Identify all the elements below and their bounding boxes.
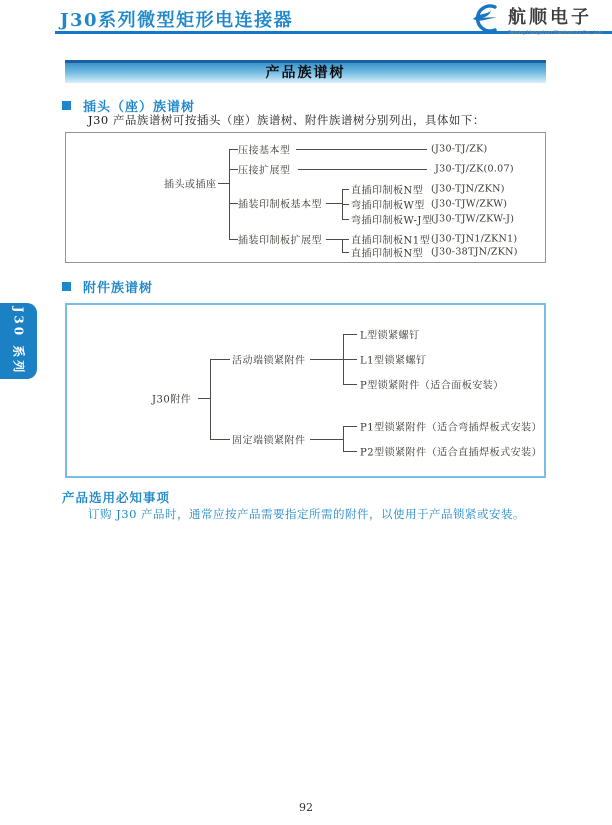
tree-model-code: (J30-TJW/ZKW-J): [431, 213, 515, 225]
tree-model-code: (J30-TJ/ZK): [431, 143, 488, 155]
tree-connector: [343, 334, 357, 335]
tree-connector: [326, 203, 342, 204]
tree-connector: [210, 359, 211, 440]
company-name-english: Taixing Hangshun Electronics Co., Ltd.: [508, 30, 604, 36]
page-number: 92: [299, 801, 313, 814]
company-logo: [466, 2, 606, 34]
section-banner: [65, 60, 546, 83]
tree-connector: [229, 203, 238, 204]
tree-connector: [343, 384, 357, 385]
tree-branch-label: 插装印制板基本型: [238, 199, 322, 211]
intro-text: J30 产品族谱树可按插头（座）族谱树、附件族谱树分别列出，具体如下：: [88, 113, 485, 127]
tree-model-code: (J30-38TJN/ZKN): [431, 246, 518, 258]
tree-connector: [343, 359, 357, 360]
tree-connector: [343, 426, 344, 452]
tree-leaf-label: L型锁紧螺钉: [360, 330, 420, 342]
tree-leaf-label: 弯插印制板W型: [351, 200, 425, 212]
accessory-family-tree-box: [65, 303, 546, 478]
tree-leaf-label: 直插印制板N型: [351, 185, 424, 197]
tree-leaf-label: P2型锁紧附件（适合直插焊板式安装）: [360, 447, 543, 459]
accessory-tree-heading-label: 附件族谱树: [83, 281, 154, 296]
square-bullet-icon: [62, 282, 71, 291]
tree-connector: [296, 149, 427, 150]
tree-branch-label: 压接基本型: [238, 145, 291, 157]
series-side-tab-label: J30 系列: [11, 306, 25, 376]
accessory-tree-section-heading: [62, 277, 153, 296]
tree-connector: [326, 239, 342, 240]
tree-connector: [229, 239, 238, 240]
logo-text-block: [508, 3, 606, 36]
tree-branch-label: 活动端锁紧附件: [232, 355, 306, 367]
tree-model-code: J30-TJ/ZK(0.07): [435, 163, 514, 175]
series-side-tab: [0, 303, 37, 379]
tree-connector: [310, 439, 343, 440]
plug-tree-heading-label: 插头（座）族谱树: [83, 100, 196, 115]
tree-connector: [342, 239, 349, 240]
tree-connector: [198, 398, 210, 399]
tree-leaf-label: P型锁紧附件（适合面板安装）: [360, 380, 504, 392]
plug-family-tree-box: [65, 132, 546, 263]
tree-connector: [342, 219, 349, 220]
tree-connector: [342, 252, 349, 253]
square-bullet-icon: [62, 101, 71, 110]
tree-connector: [342, 204, 349, 205]
tree-root-label: J30附件: [152, 394, 192, 406]
tree-connector: [210, 439, 230, 440]
tree-connector: [342, 189, 349, 190]
tree-leaf-label: 直插印制板N型: [351, 248, 424, 260]
tree-connector: [298, 169, 427, 170]
tree-connector: [229, 169, 238, 170]
tree-branch-label: 插装印制板扩展型: [238, 235, 322, 247]
tree-connector: [218, 183, 229, 184]
banner-title: 产品族谱树: [265, 65, 346, 81]
tree-connector: [229, 149, 238, 150]
tree-connector: [342, 239, 343, 253]
notes-heading: 产品选用必知事项: [62, 490, 171, 505]
page-title: J30系列微型矩形电连接器: [60, 10, 294, 31]
tree-connector: [210, 359, 230, 360]
tree-connector: [343, 426, 357, 427]
tree-leaf-label: 弯插印制板W-J型: [351, 215, 433, 227]
tree-connector: [229, 149, 230, 240]
tree-model-code: (J30-TJW/ZKW): [431, 198, 508, 210]
tree-leaf-label: 直插印制板N1型: [351, 235, 431, 247]
tree-leaf-label: P1型锁紧附件（适合弯插焊板式安装）: [360, 422, 543, 434]
tree-model-code: (J30-TJN1/ZKN1): [431, 233, 518, 245]
tree-model-code: (J30-TJN/ZKN): [431, 183, 505, 195]
tree-branch-label: 压接扩展型: [238, 165, 291, 177]
tree-root-label: 插头或插座: [164, 179, 217, 191]
tree-connector: [310, 359, 343, 360]
company-name: 航顺电子: [508, 7, 592, 28]
tree-leaf-label: L1型锁紧螺钉: [360, 355, 427, 367]
notes-body-text: 订购 J30 产品时，通常应按产品需要指定所需的附件，以使用于产品锁紧或安装。: [88, 507, 526, 521]
bird-swoosh-logo-icon: [466, 3, 506, 38]
tree-connector: [343, 451, 357, 452]
tree-branch-label: 固定端锁紧附件: [232, 435, 306, 447]
